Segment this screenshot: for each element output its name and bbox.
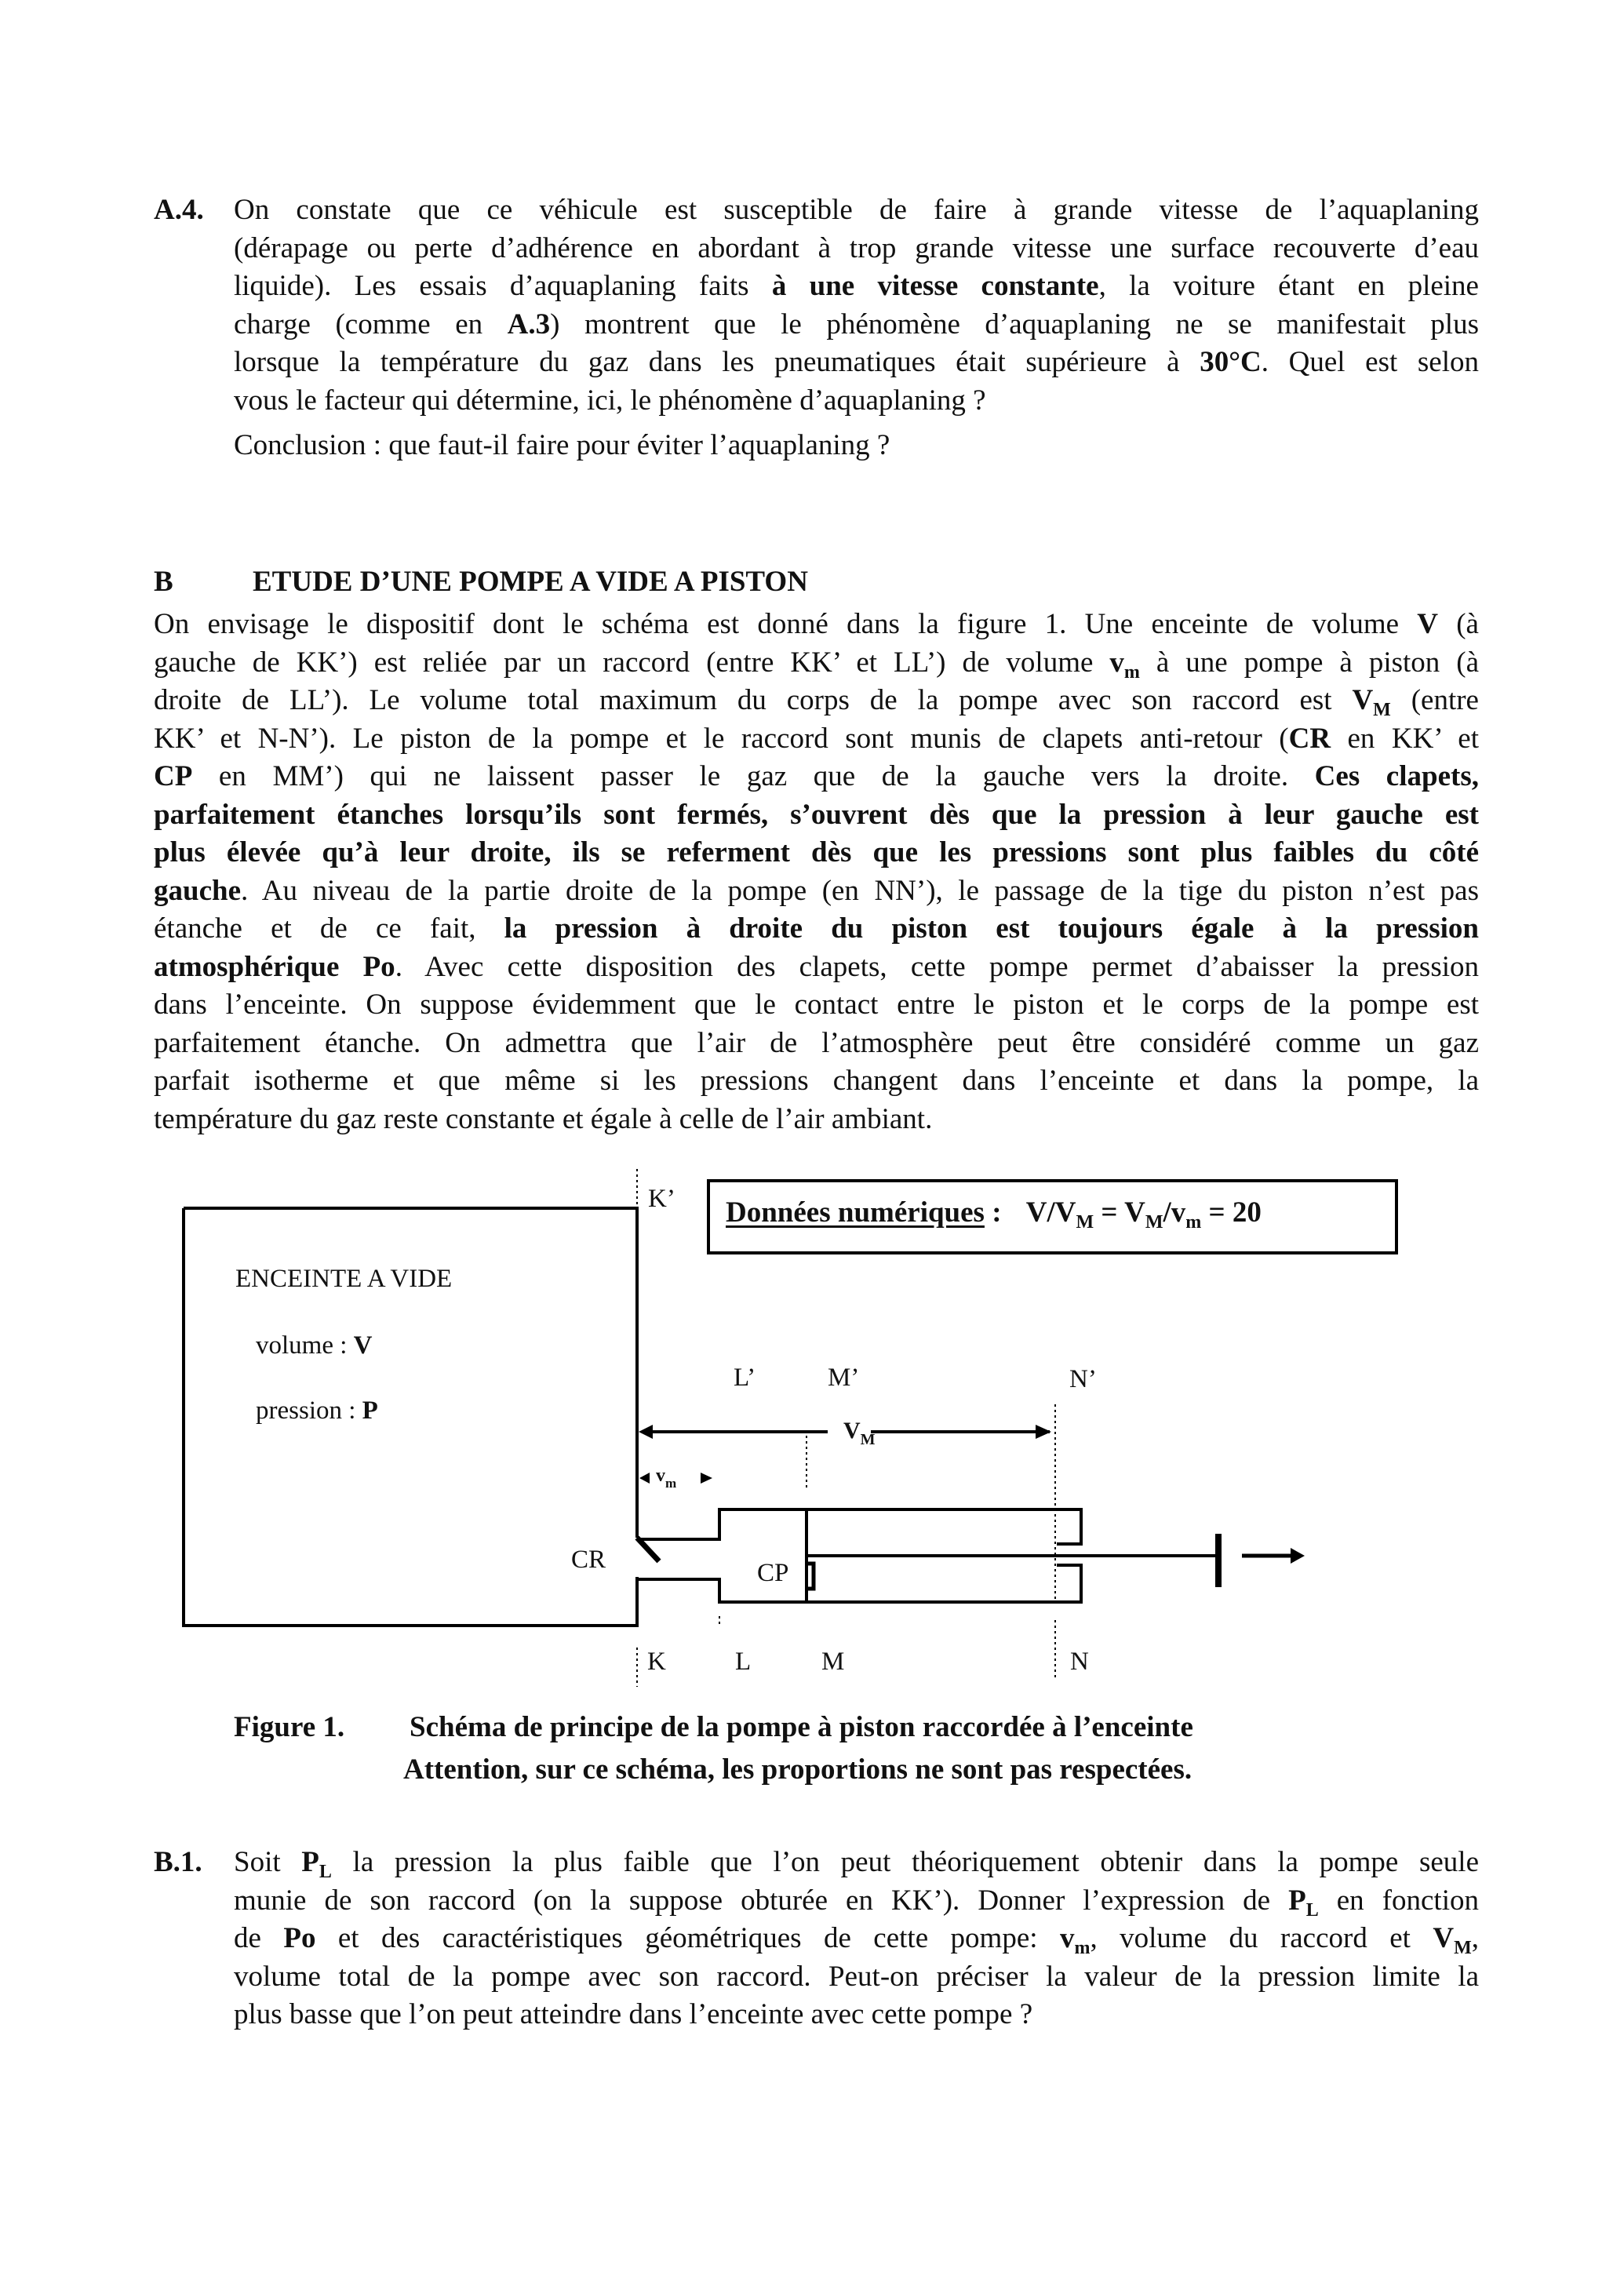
question-number-b1: B.1. [154, 1846, 202, 1878]
text-line: volume total de la pompe avec son raccord. Peut-on préciser la valeur de la pression limite la [234, 1960, 1479, 1993]
emphasis: à une vitesse constante [771, 270, 1099, 302]
text-line: parfait isotherme et que même si les pressions changent dans l’enceinte et dans la pompe, la [154, 1065, 1479, 1097]
text-line: vous le facteur qui détermine, ici, le phénomène d’aquaplaning ? [234, 384, 986, 417]
marker-l: L [735, 1648, 752, 1676]
conclusion-line [234, 427, 1479, 465]
numeric-data-formula: $V/V_M = V_M/v_m = 20$ [1025, 1196, 1262, 1233]
text-line: de Po et des caractéristiques géométriques de cette pompe: $v_m$, volume du raccord et $V_M$, [234, 1922, 1479, 1958]
text-line: KK’ et N-N’). Le piston de la pompe et le raccord sont munis de clapets anti-retour (CR en KK’ et [154, 722, 1480, 755]
text-line: (dérapage ou perte d’adhérence en abordant à trop grande vitesse une surface recouverte d’eau [234, 231, 1479, 264]
enclosure-title: ENCEINTE A VIDE [235, 1265, 453, 1293]
dimension-vm-raccord: $v_m$ [656, 1466, 677, 1491]
numeric-data-heading: Données numériques [726, 1196, 985, 1229]
marker-n-prime: N’ [1069, 1365, 1097, 1393]
text-line: plus basse que l’on peut atteindre dans l’enceinte avec cette pompe ? [234, 1998, 1033, 2030]
figure-caption-note: Attention, sur ce schéma, les proportions ne sont pas respectées. [403, 1753, 1193, 1786]
marker-m-prime: M’ [828, 1364, 860, 1392]
text-line: liquide). Les essais d’aquaplaning faits à une vitesse constante, la voiture étant en pleine [234, 270, 1479, 302]
question-b1-text [234, 1844, 1479, 2034]
text-line: On constate que ce véhicule est susceptible de faire à grande vitesse de l’aquaplaning [234, 194, 1479, 226]
marker-n: N [1070, 1648, 1089, 1676]
numeric-data-box: Données numériques : $V/V_M = V_M/v_m = 20$ [726, 1196, 1262, 1233]
text-line: dans l’enceinte. On suppose évidemment que le contact entre le piston et le corps de la pompe est [154, 989, 1479, 1021]
marker-k-prime: K’ [648, 1185, 675, 1213]
text-line: droite de LL’). Le volume total maximum du corps de la pompe avec son raccord est $V_M$ (entre [154, 684, 1479, 720]
conclusion-text: Conclusion : que faut-il faire pour éviter l’aquaplaning ? [234, 429, 890, 461]
section-letter: B [154, 566, 173, 598]
figure-caption-number: Figure 1. [234, 1711, 345, 1743]
dimension-vm-total: $V_M$ [843, 1418, 876, 1448]
question-number-a4: A.4. [154, 194, 204, 226]
reference: A.3 [507, 308, 551, 340]
enclosure-pressure-label: pression : P [256, 1396, 378, 1425]
text-line: parfaitement étanche. On admettra que l’air de l’atmosphère peut être considéré comme un gaz [154, 1026, 1479, 1059]
text-line: étanche et de ce fait, la pression à droite du piston est toujours égale à la pression [154, 912, 1479, 945]
figure-caption-title: Schéma de principe de la pompe à piston raccordée à l’enceinte [410, 1711, 1193, 1743]
text-line: munie de son raccord (on la suppose obturée en KK’). Donner l’expression de $P_L$ en fonction [234, 1884, 1479, 1921]
section-b-intro [154, 606, 1479, 1138]
text-line: Soit $P_L$ la pression la plus faible que l’on peut théoriquement obtenir dans la pompe seule [234, 1846, 1479, 1882]
temperature-value: 30°C [1200, 346, 1262, 378]
text-line: On envisage le dispositif dont le schéma est donné dans la figure 1. Une enceinte de volume V (à [154, 608, 1479, 640]
text-line: parfaitement étanches lorsqu’ils sont fermés, s’ouvrent dès que la pression à leur gauche est [154, 798, 1479, 831]
enclosure-outline-top [184, 1208, 637, 1538]
text-line: température du gaz reste constante et égale à celle de l’air ambiant. [154, 1102, 933, 1135]
text-line: gauche de KK’) est reliée par un raccord (entre KK’ et LL’) de volume $v_m$ à une pompe à piston (à [154, 646, 1480, 683]
text-line: CP en MM’) qui ne laissent passer le gaz que de la gauche vers la droite. Ces clapets, [154, 760, 1479, 792]
text-line: lorsque la température du gaz dans les pneumatiques était supérieure à 30°C. Quel est selon [234, 346, 1480, 378]
text-line: gauche. Au niveau de la partie droite de la pompe (en NN’), le passage de la tige du piston n’est pas [154, 874, 1479, 907]
text-line: charge (comme en A.3) montrent que le phénomène d’aquaplaning ne se manifestait plus [234, 308, 1479, 340]
question-a4-text [234, 191, 1479, 420]
text-line: plus élevée qu’à leur droite, ils se referment dès que les pressions sont plus faibles du côté [154, 836, 1479, 868]
valve-cp-label: CP [757, 1559, 789, 1587]
text-line: atmosphérique Po. Avec cette disposition des clapets, cette pompe permet d’abaisser la pression [154, 950, 1479, 983]
enclosure-volume-label: volume : V [256, 1331, 373, 1360]
marker-l-prime: L’ [734, 1364, 756, 1392]
marker-m: M [821, 1648, 845, 1676]
valve-cr-label: CR [571, 1546, 606, 1574]
section-title: ETUDE D’UNE POMPE A VIDE A PISTON [253, 566, 808, 598]
marker-k: K [647, 1648, 666, 1676]
